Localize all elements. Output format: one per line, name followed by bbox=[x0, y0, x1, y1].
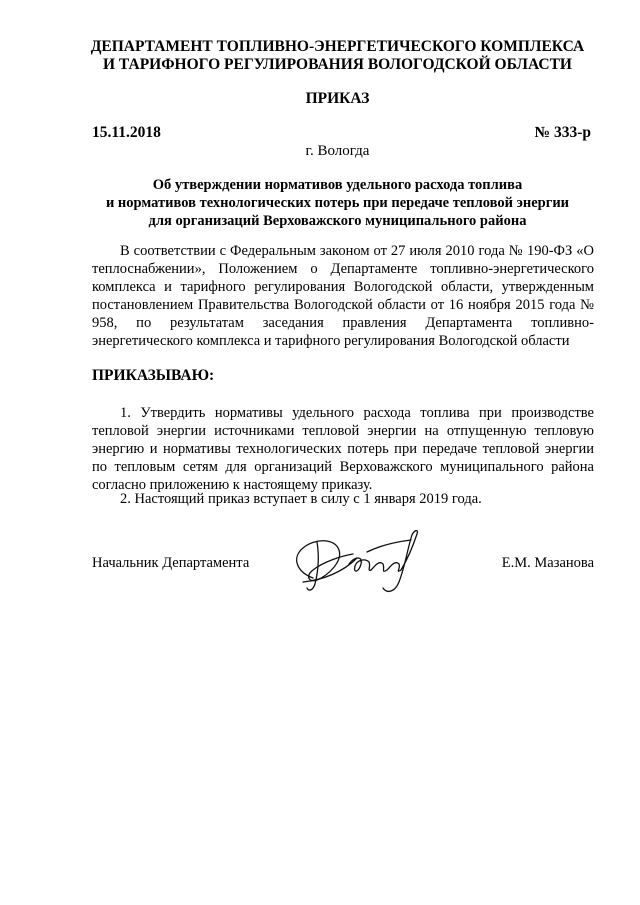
order-word: ПРИКАЗЫВАЮ: bbox=[92, 367, 215, 384]
signatory-name: Е.М. Мазанова bbox=[501, 555, 594, 571]
order-number: № 333-р bbox=[534, 124, 591, 141]
header-line-1: ДЕПАРТАМЕНТ ТОПЛИВНО-ЭНЕРГЕТИЧЕСКОГО КОМПЛЕКСА bbox=[90, 38, 585, 55]
subject-line-3: для организаций Верховажского муниципального района bbox=[148, 213, 527, 229]
header-line-2: И ТАРИФНОГО РЕГУЛИРОВАНИЯ ВОЛОГОДСКОЙ ОБЛАСТИ bbox=[103, 56, 572, 73]
preamble-paragraph: В соответствии с Федеральным законом от 27 июля 2010 года № 190-ФЗ «О теплоснабжении», Положением о Департаменте топливно-энергетического комплекса и тарифного регулирования Вологодской области, утвержденным постановлением Правительства Вологодской области от 16 ноября 2015 года № 958, по результатам заседания правления Департамента топливно-энергетического комплекса и тарифного регулирования Вологодской области bbox=[92, 243, 594, 349]
signatory-position: Начальник Департамента bbox=[92, 555, 250, 571]
department-header bbox=[80, 38, 595, 74]
handwritten-signature bbox=[283, 520, 433, 600]
subject-line-2: и нормативов технологических потерь при передаче тепловой энергии bbox=[105, 195, 570, 211]
order-date: 15.11.2018 bbox=[92, 124, 161, 141]
order-subject bbox=[80, 176, 595, 230]
order-title: ПРИКАЗ bbox=[305, 90, 370, 107]
city: г. Вологда bbox=[305, 143, 370, 159]
subject-line-1: Об утверждении нормативов удельного расхода топлива bbox=[152, 177, 523, 193]
order-item-1: 1. Утвердить нормативы удельного расхода топлива при производстве тепловой энергии источниками тепловой энергии на отпущенную тепловую энергию и нормативы технологических потерь при передаче тепловой энергии по тепловым сетям для организаций Верховажского муниципального района согласно приложению к настоящему приказу. bbox=[92, 405, 594, 493]
order-item-2: 2. Настоящий приказ вступает в силу с 1 января 2019 года. bbox=[120, 491, 482, 507]
